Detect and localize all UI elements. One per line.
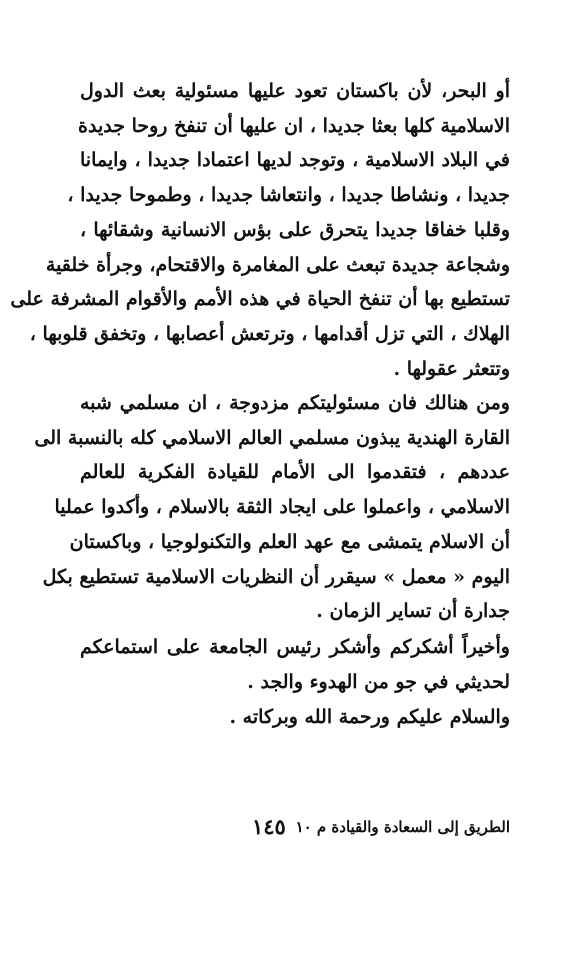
text-line: لحديثي في جو من الهدوء والجد . [247, 670, 510, 693]
text-line: وأخيراً أشكركم وأشكر رئيس الجامعة على استماعكم [80, 636, 510, 658]
text-line: الهلاك ، التي تزل أقدامها ، وترتعش أعصابها ، وتخفق قلوبها ، [29, 322, 510, 345]
text-line: الاسلامية كلها بعثا جديدا ، ان عليها أن تنفخ روحا جديدة [78, 114, 510, 137]
paragraph-1 [10, 74, 510, 386]
text-line: ومن هنالك فان مسئوليتكم مزدوجة ، ان مسلمي شبه [80, 392, 510, 414]
text-line: والسلام عليكم ورحمة الله وبركاته . [229, 706, 510, 728]
page-footer [80, 814, 510, 854]
paragraph-3 [80, 630, 510, 699]
text-line: أن الاسلام يتمشى مع عهد العلم والتكنولوجيا ، وباكستان [69, 530, 510, 553]
text-line: وتتعثر عقولها . [393, 357, 510, 380]
text-line: تستطيع بها أن تنفخ الحياة في هذه الأمم والأقوام المشرفة على [10, 288, 510, 311]
text-line: القارة الهندية يبذون مسلمي العالم الاسلامي كله بالنسبة الى [34, 426, 510, 449]
text-line: عددهم ، فتقدموا الى الأمام للقيادة الفكرية للعالم [80, 461, 510, 484]
text-line: وشجاعة جديدة تبعث على المغامرة والاقتحام، وجرأة خلقية [45, 253, 510, 276]
text-line: اليوم « معمل » سيقرر أن النظريات الاسلامية تستطيع بكل [42, 565, 510, 588]
paragraph-2 [34, 386, 510, 629]
paragraph-4 [80, 700, 510, 735]
text-line: جديدا ، ونشاطا جديدا ، وانتعاشا جديدا ، وطموحا جديدا ، [67, 184, 510, 207]
page-number: ١٤٥ [252, 814, 286, 839]
text-line: في البلاد الاسلامية ، وتوجد لديها اعتمادا جديدا ، وايمانا [80, 149, 510, 172]
text-line: الاسلامي ، واعملوا على ايجاد الثقة بالاسلام ، وأكدوا عمليا [54, 496, 510, 519]
book-title: الطريق إلى السعادة والقيادة م ١٠ [295, 818, 510, 836]
text-line: وقلبا خفاقا جديدا يتحرق على بؤس الانسانية وشقائها ، [80, 218, 510, 241]
text-line: جدارة أن تساير الزمان . [316, 600, 510, 623]
text-line: أو البحر، لأن باكستان تعود عليها مسئولية بعث الدول [80, 80, 510, 102]
